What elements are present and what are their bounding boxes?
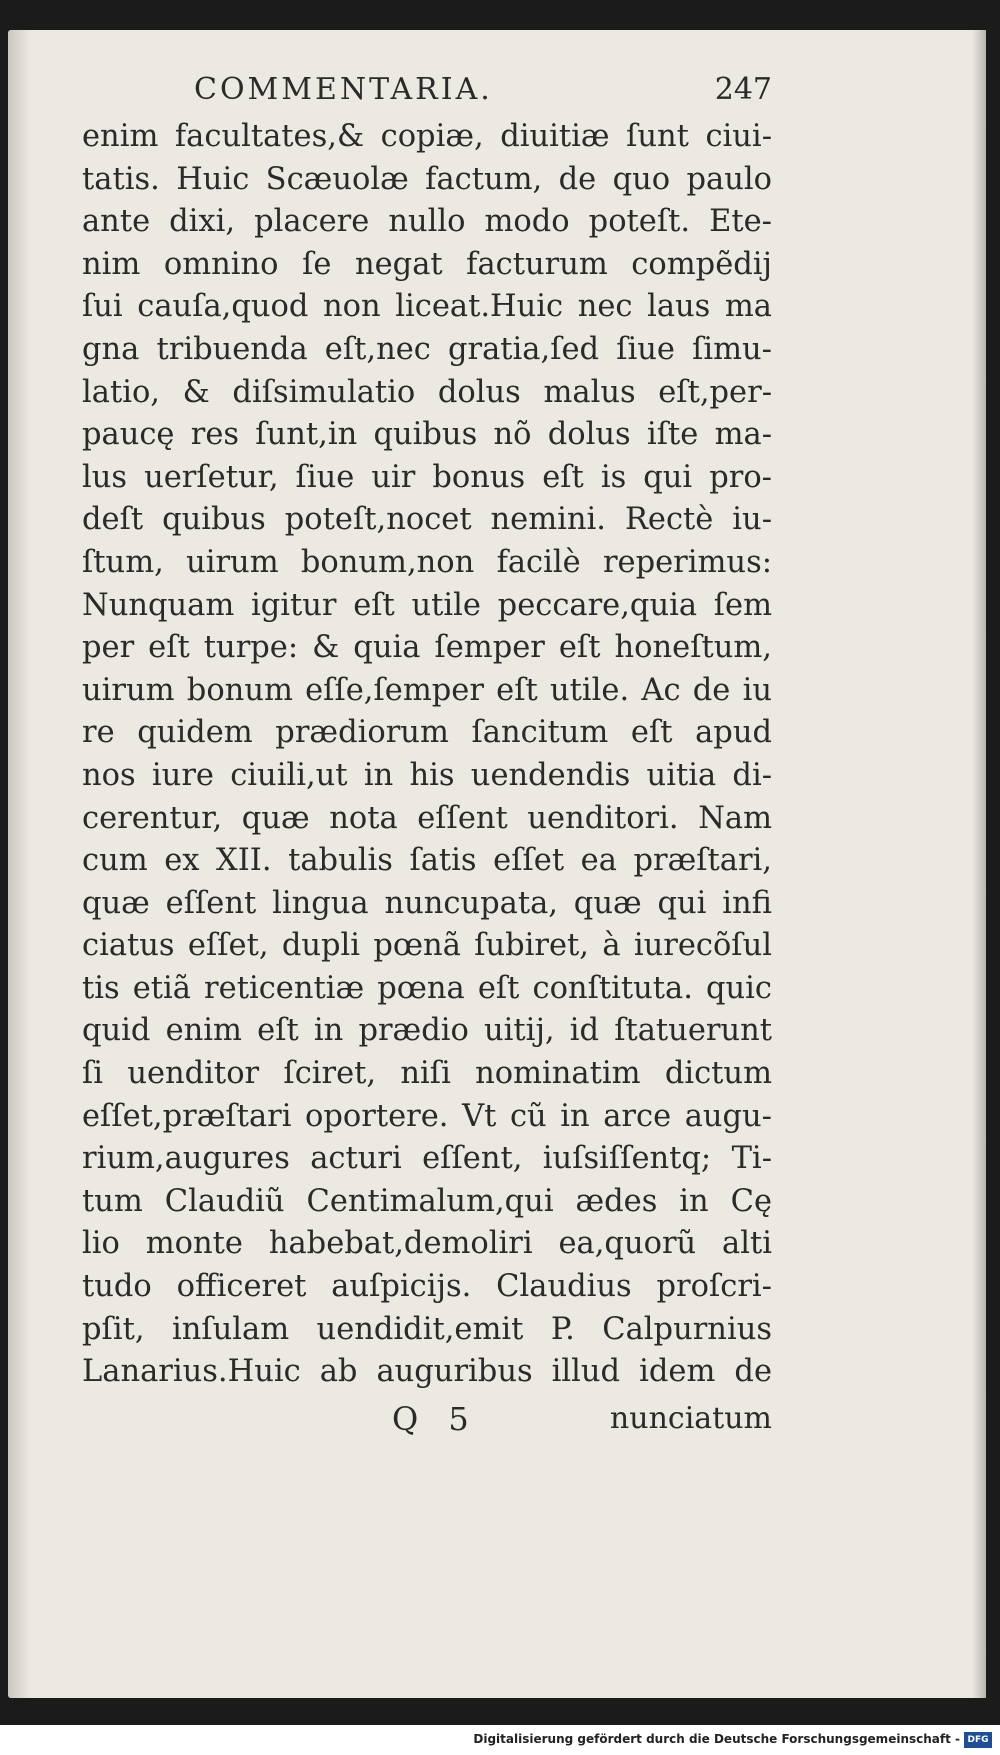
- text-line: nos iure ciuili,ut in his uendendis uitia di-: [82, 757, 772, 793]
- text-line: tum Claudiũ Centimalum,qui ædes in Cę: [82, 1183, 772, 1219]
- text-line: gna tribuenda eſt,nec gratia,ſed ſiue ſimu-: [82, 331, 772, 367]
- text-line: deſt quibus poteſt,nocet nemini. Rectè iu-: [82, 502, 772, 538]
- text-line: ſtum, uirum bonum,non facilè reperimus:: [82, 544, 772, 580]
- running-head-title: COMMENTARIA.: [194, 72, 493, 107]
- text-line: tatis. Huic Scæuolæ factum, de quo paulo: [82, 161, 772, 197]
- text-line: ſi uenditor ſciret, niſi nominatim dictum: [82, 1056, 772, 1092]
- text-line: ciatus eſſet, dupli pœnã ſubiret, à iurecõſul: [82, 928, 772, 964]
- text-line: eſſet,præſtari oportere. Vt cũ in arce augu-: [82, 1098, 772, 1134]
- catchword: nunciatum: [609, 1400, 772, 1436]
- text-line: tis etiã reticentiæ pœna eſt conſtituta. quic: [82, 970, 772, 1006]
- page-gutter-shadow: [8, 30, 30, 1698]
- book-page: [8, 30, 986, 1698]
- text-line: lio monte habebat,demoliri ea,quorũ alti: [82, 1226, 772, 1262]
- text-line: nim omnino ſe negat facturum compẽdij: [82, 246, 772, 282]
- text-line: per eſt turpe: & quia ſemper eſt honeſtum,: [82, 630, 772, 666]
- text-line: rium,augures acturi eſſent, iuſsiſſentq; Ti-: [82, 1141, 772, 1177]
- dfg-logo-icon: DFG: [964, 1732, 992, 1748]
- body-text: [82, 116, 772, 1394]
- text-line: enim facultates,& copiæ, diuitiæ ſunt ciui-: [82, 119, 772, 154]
- text-line: uirum bonum eſſe,ſemper eſt utile. Ac de iu: [82, 672, 772, 708]
- text-line: quæ eſſent lingua nuncupata, quæ qui infi: [82, 885, 772, 921]
- signature-mark: Q 5: [392, 1399, 479, 1438]
- text-line: re quidem prædiorum ſancitum eſt apud: [82, 715, 772, 751]
- credit-text: Digitalisierung gefördert durch die Deutsche Forschungsgemeinschaft -: [473, 1732, 960, 1746]
- page-number: 247: [714, 72, 772, 107]
- text-line: tudo officeret auſpicijs. Claudius proſcri-: [82, 1269, 772, 1305]
- credit-bar: [0, 1725, 1000, 1755]
- text-block: [82, 64, 772, 1442]
- text-line: pſit, inſulam uendidit,emit P. Calpurnius: [82, 1311, 772, 1347]
- text-line: paucę res ſunt,in quibus nõ dolus iſte ma-: [82, 417, 772, 453]
- text-line: lus uerſetur, ſiue uir bonus eſt is qui pro-: [82, 459, 772, 495]
- running-head: [82, 64, 772, 116]
- text-line: Nunquam igitur eſt utile peccare,quia ſem: [82, 587, 772, 623]
- page-edge-shadow: [972, 30, 986, 1698]
- text-line: latio, & diſsimulatio dolus malus eſt,per-: [82, 374, 772, 410]
- text-line: ſui cauſa,quod non liceat.Huic nec laus ma: [82, 289, 772, 325]
- text-line: cerentur, quæ nota eſſent uenditori. Nam: [82, 800, 772, 836]
- page-footer: [82, 1396, 772, 1442]
- text-line: ante dixi, placere nullo modo poteſt. Ete-: [82, 204, 772, 240]
- text-line: quid enim eſt in prædio uitij, id ſtatuerunt: [82, 1013, 772, 1049]
- text-line: cum ex XII. tabulis ſatis eſſet ea præſtari,: [82, 843, 772, 879]
- text-line: Lanarius.Huic ab auguribus illud idem de: [82, 1354, 772, 1390]
